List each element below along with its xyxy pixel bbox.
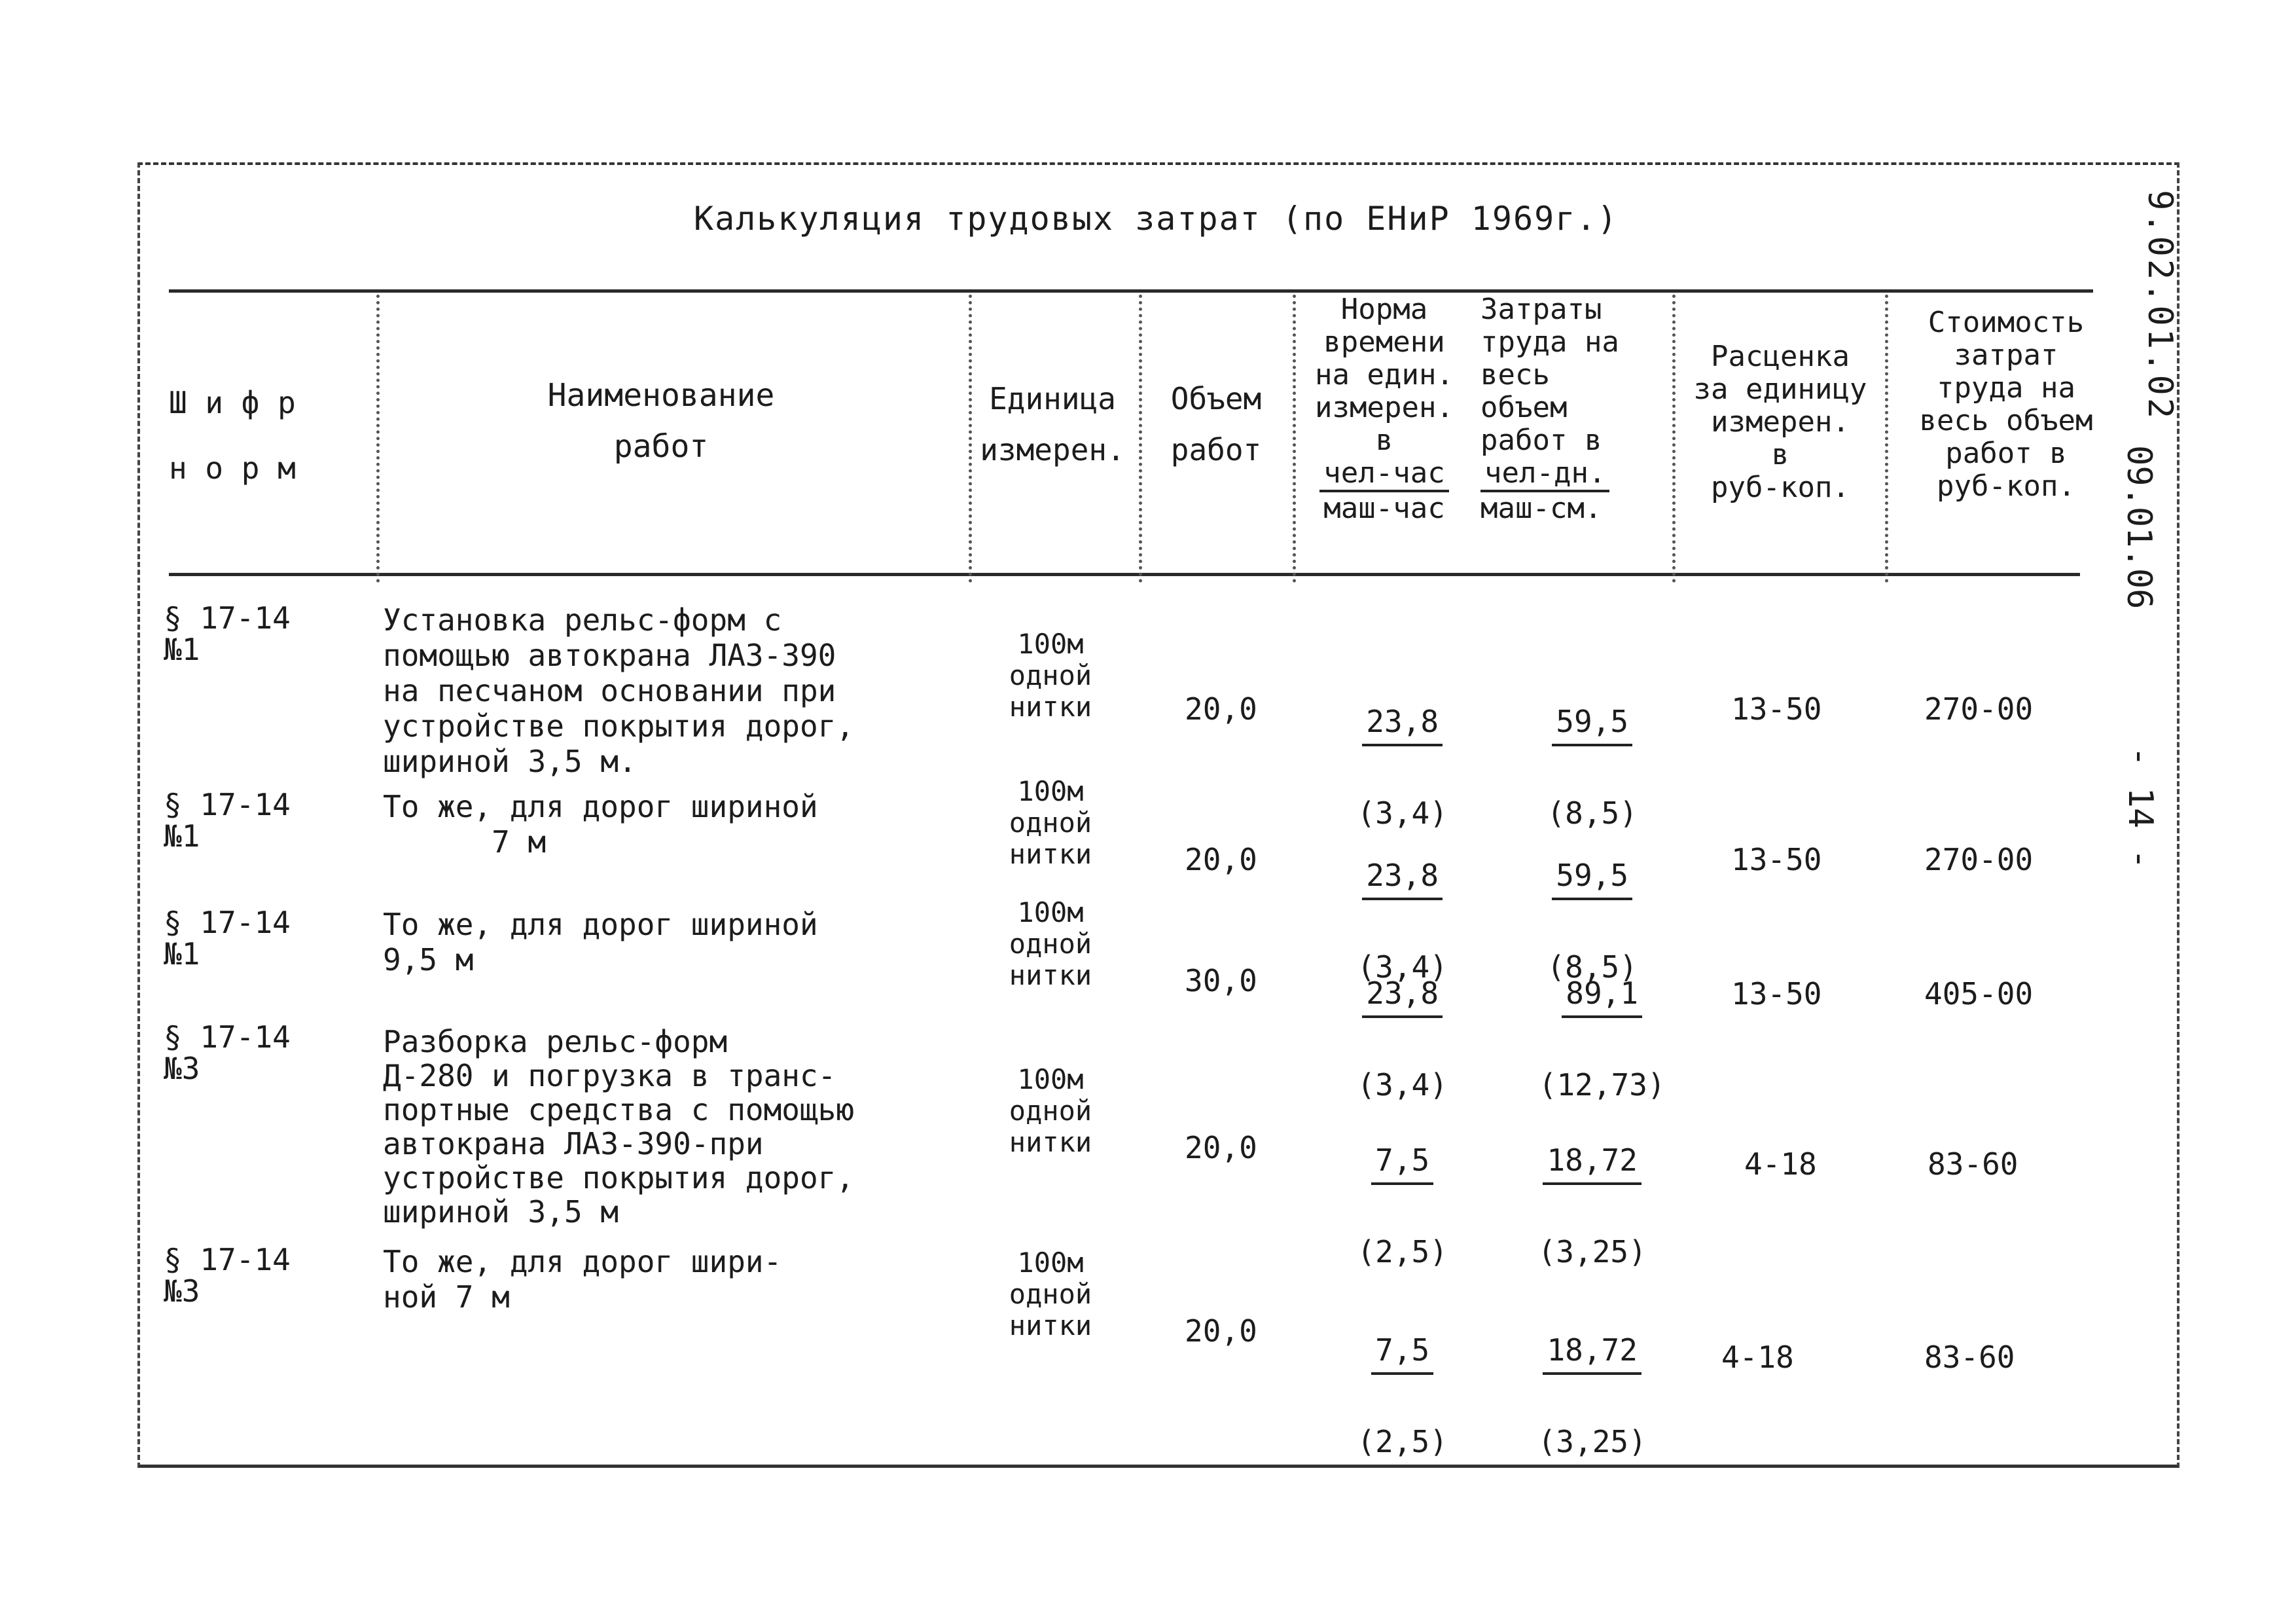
row-2-rate: 13-50 [1731,842,1822,877]
row-5-code: § 17-14 №3 [164,1242,291,1309]
row-4-norm-den: (2,5) [1357,1234,1448,1269]
header-unit: Единица измерен. [980,381,1125,467]
row-4-code: § 17-14 №3 [164,1019,291,1086]
row-1-rate: 13-50 [1731,691,1822,727]
row-4-norm [1309,1093,1460,1274]
row-3-norm-num: 23,8 [1362,971,1443,1018]
row-5-volume: 20,0 [1185,1313,1257,1349]
row-5-labor-den: (3,25) [1537,1424,1647,1459]
row-1-name: Установка рельс-форм с помощью автокрана ЛАЗ-390 на песчаном основании при устройстве покрытия дорог, шириной 3,5 м. [383,602,855,779]
row-4-labor-den: (3,25) [1537,1234,1647,1269]
row-1-cost: 270-00 [1924,691,2034,727]
row-1-labor-den: (8,5) [1547,795,1638,831]
row-1-unit: 100м одной нитки [1009,628,1092,723]
row-2-unit: 100м одной нитки [1009,775,1092,870]
row-3-labor-den: (12,73) [1538,1067,1666,1103]
row-4-name: Разборка рельс-форм Д-280 и погрузка в транс- портные средства с помощью автокрана ЛАЗ-390-при устройстве покрытия дорог, шириной 3,5 м [383,1024,855,1230]
row-1-volume: 20,0 [1185,691,1257,727]
col-divider-4 [1293,295,1296,583]
row-1-norm-num: 23,8 [1362,699,1443,746]
side-code-part-3: - 14 - [2121,746,2160,869]
row-4-unit: 100м одной нитки [1009,1063,1092,1158]
header-top-rule [169,289,2093,293]
row-1-code: § 17-14 №1 [164,600,291,667]
row-1-norm-den: (3,4) [1357,795,1448,831]
row-5-cost: 83-60 [1924,1340,2015,1375]
row-2-cost: 270-00 [1924,842,2034,877]
side-code-part-1: 9.02.01.02 [2140,190,2179,422]
row-4-volume: 20,0 [1185,1130,1257,1165]
row-3-labor-num: 89,1 [1562,971,1642,1018]
col-divider-1 [376,295,380,583]
row-3-volume: 30,0 [1185,963,1257,998]
header-name: Наименование работ [547,377,775,465]
header-volume: Объем работ [1170,381,1262,467]
row-1-labor-num: 59,5 [1552,699,1632,746]
header-norm-den: маш-час [1323,492,1445,525]
header-labor-den: маш-см. [1480,492,1602,525]
row-4-norm-num: 7,5 [1371,1138,1433,1185]
row-2-norm-den: (3,4) [1357,949,1448,985]
row-5-labor-num: 18,72 [1543,1328,1641,1375]
row-4-cost: 83-60 [1928,1146,2018,1182]
row-5-norm-den: (2,5) [1357,1424,1448,1459]
header-labor-num: чел-дн. [1480,457,1609,492]
col-divider-2 [969,295,972,583]
header-code: Ш и ф р н о р м [169,385,296,486]
header-rate: Расценка за единицу измерен. в руб-коп. [1693,340,1867,504]
row-3-code: § 17-14 №1 [164,905,291,972]
row-2-name: То же, для дорог шириной 7 м [383,789,818,860]
header-labor [1480,293,1664,525]
header-bottom-rule [169,573,2080,576]
side-page-number [2121,746,2160,869]
row-5-name: То же, для дорог шири- ной 7 м [383,1244,782,1315]
side-code-part-2: 09.01.06 [2119,445,2159,610]
row-3-unit: 100м одной нитки [1009,896,1092,991]
header-cost: Стоимость затрат труда на весь объем работ в руб-коп. [1919,306,2093,503]
header-norm-units [1299,457,1469,525]
row-4-rate: 4-18 [1744,1146,1817,1182]
row-3-cost: 405-00 [1924,976,2034,1012]
row-3-norm [1309,926,1460,1107]
row-2-labor-den: (8,5) [1547,949,1638,985]
header-labor-units [1480,457,1664,525]
row-4-labor-num: 18,72 [1543,1138,1641,1185]
row-3-labor [1499,926,1669,1107]
row-3-norm-den: (3,4) [1357,1067,1448,1103]
row-2-labor-num: 59,5 [1552,853,1632,900]
header-labor-text: Затраты труда на весь объем работ в [1480,293,1619,457]
row-5-norm [1309,1283,1460,1464]
row-5-rate: 4-18 [1721,1340,1794,1375]
page-title: Калькуляция трудовых затрат (по ЕНиР 1969г.) [694,200,1619,238]
row-4-labor [1499,1093,1649,1274]
row-3-name: То же, для дорог шириной 9,5 м [383,907,818,977]
row-2-volume: 20,0 [1185,842,1257,877]
side-code [2140,190,2179,421]
row-5-labor [1499,1283,1649,1464]
row-3-rate: 13-50 [1731,976,1822,1012]
row-5-unit: 100м одной нитки [1009,1247,1092,1341]
row-2-norm-num: 23,8 [1362,853,1443,900]
header-norm [1299,293,1469,525]
row-5-norm-num: 7,5 [1371,1328,1433,1375]
row-2-code: § 17-14 №1 [164,787,291,854]
header-norm-num: чел-час [1319,457,1448,492]
col-divider-3 [1139,295,1142,583]
header-norm-text: Норма времени на един. измерен. в [1315,293,1454,457]
